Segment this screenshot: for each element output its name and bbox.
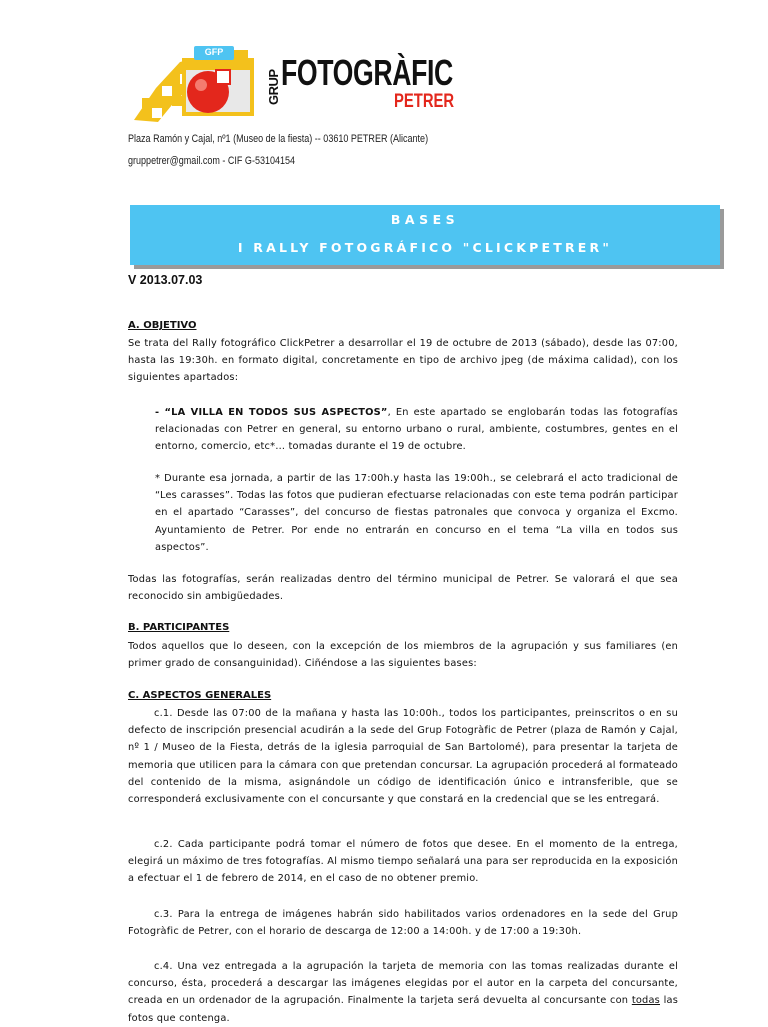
villa-title: - “LA VILLA EN TODOS SUS ASPECTOS”: [155, 407, 388, 418]
title-banner: [130, 205, 720, 265]
section-c1: [128, 705, 678, 808]
c4-text-underlined: todas: [631, 995, 660, 1007]
banner-subtitle: I RALLY FOTOGRÁFICO "CLICKPETRER": [237, 240, 613, 255]
section-a-term: [128, 571, 678, 605]
paragraph: Se trata del Rally fotográfico ClickPetrer a desarrollar el 19 de octubre de 2013 (sábado), desde las 07:00, hasta las 19:30h. en formato digital, concretamente en tipo de archivo jpeg (de máxima calidad), con los siguientes apartados:: [128, 338, 678, 384]
logo-grup-text: GRUP: [266, 69, 281, 105]
paragraph: c.1. Desde las 07:00 de la mañana y hasta las 10:00h., todos los participantes, preinscritos o en su defecto de inscripción presencial acudirán a la sede del Grup Fotogràfic de Petrer (plaza de Ramón y Cajal, nº 1 / Museo de la Fiesta, detrás de la iglesia parroquial de San Bartolomé), para presentar la tarjeta de memoria que utilicen para la cámara con que pretendan concursar. La agrupación procederá al formateado del contenido de la misma, asignándole un código de identificación único e intransferible, que se corresponderá exclusivamente con el concursante y que constará en la credencial que se les entregará.: [128, 708, 678, 806]
paragraph: c.3. Para la entrega de imágenes habrán sido habilitados varios ordenadores en la sede del Grup Fotogràfic de Petrer, con el horario de descarga de 12:00 a 14:00h. y de 17:00 a 19:30h.: [128, 909, 678, 938]
address-line: Plaza Ramón y Cajal, nº1 (Museo de la fiesta) -- 03610 PETRER (Alicante): [128, 133, 429, 145]
email-cif-line: gruppetrer@gmail.com - CIF G-53104154: [128, 155, 296, 167]
section-b-body: [128, 638, 678, 672]
paragraph: Todos aquellos que lo deseen, con la excepción de los miembros de la agrupación y sus familiares (en primer grado de consanguinidad). Ciñéndose a las siguientes bases:: [128, 641, 678, 670]
section-c-heading: C. ASPECTOS GENERALES: [128, 690, 272, 701]
paragraph: [155, 404, 678, 456]
logo-sub-text: PETRER: [394, 91, 455, 112]
section-a-heading: A. OBJETIVO: [128, 320, 197, 331]
logo-main-text: FOTOGRÀFIC: [281, 52, 453, 93]
version-label: V 2013.07.03: [128, 273, 203, 287]
paragraph: [128, 958, 678, 1027]
section-c2: [128, 836, 678, 888]
section-c3: [128, 906, 678, 940]
logo-badge-text: GFP: [204, 47, 224, 57]
club-logo: [128, 40, 458, 130]
villa-text: , En este apartado se englobarán todas las fotografías relacionadas con Petrer en general, su entorno urbano o rural, ambiente, costumbres, gentes en el entorno, comercio, etc*… tomadas durante el 19 de octubre.: [155, 407, 678, 453]
paragraph: * Durante esa jornada, a partir de las 17:00h.y hasta las 19:00h., se celebrará el acto tradicional de “Les carasses”. Todas las fotos que pudieran efectuarse relacionadas con este tema podrán participar en el apartado “Carasses”, del concurso de fiestas patronales que convoca y organiza el Excmo. Ayuntamiento de Petrer. Por ende no entrarán en concurso en el tema “La villa en todos sus aspectos”.: [155, 473, 678, 553]
banner-title: BASES: [390, 212, 460, 227]
section-a-intro: [128, 335, 678, 387]
c4-text-end: las fotos que contenga.: [128, 995, 678, 1024]
paragraph: Todas las fotografías, serán realizadas dentro del término municipal de Petrer. Se valorará el que sea reconocido sin ambigüedades.: [128, 574, 678, 603]
c4-text-start: c.4. Una vez entregada a la agrupación la tarjeta de memoria con las tomas realizadas durante el concurso, ésta, procederá a descargar las imágenes elegidas por el autor en la carpeta del concursante, creada en un ordenador de la agrupación. Finalmente la tarjeta será devuelta al concursante con: [128, 961, 678, 1007]
section-a-carasses: [155, 470, 678, 556]
paragraph: c.2. Cada participante podrá tomar el número de fotos que desee. En el momento de la entrega, elegirá un máximo de tres fotografías. Al mismo tiempo señalará una para ser reproducida en la exposición a efectuar el 1 de febrero de 2014, en el caso de no obtener premio.: [128, 839, 678, 885]
section-a-villa: [155, 404, 678, 456]
section-c4: [128, 958, 678, 1027]
section-b-heading: B. PARTICIPANTES: [128, 622, 230, 633]
